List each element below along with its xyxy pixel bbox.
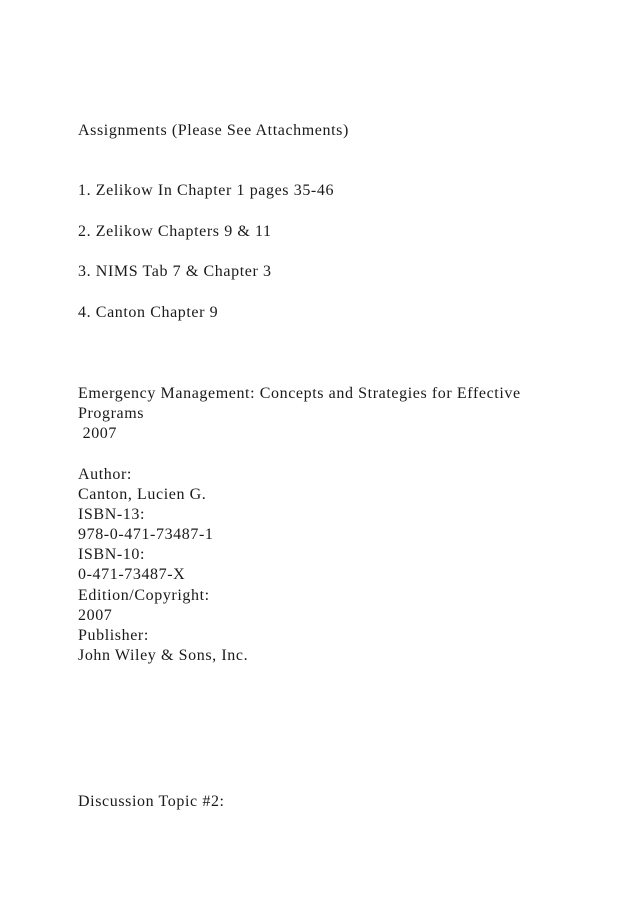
publisher-label: Publisher: [78, 627, 149, 644]
book-year: 2007 [78, 425, 117, 442]
discussion-heading: Discussion Topic #2: [78, 793, 225, 810]
isbn10-label: ISBN-10: [78, 546, 146, 563]
assignment-item: 3. NIMS Tab 7 & Chapter 3 [78, 263, 272, 280]
publisher-value: John Wiley & Sons, Inc. [78, 647, 249, 664]
isbn13-label: ISBN-13: [78, 506, 146, 523]
author-value: Canton, Lucien G. [78, 486, 207, 503]
book-title-line2: Programs [78, 405, 145, 422]
edition-value: 2007 [78, 607, 113, 624]
book-title-line1: Emergency Management: Concepts and Strategies for Effective [78, 385, 521, 402]
isbn10-value: 0-471-73487-X [78, 566, 186, 583]
author-label: Author: [78, 466, 132, 483]
assignment-item: 2. Zelikow Chapters 9 & 11 [78, 223, 272, 240]
assignment-item: 1. Zelikow In Chapter 1 pages 35-46 [78, 182, 335, 199]
isbn13-value: 978-0-471-73487-1 [78, 526, 214, 543]
assignment-item: 4. Canton Chapter 9 [78, 304, 219, 321]
edition-label: Edition/Copyright: [78, 587, 210, 604]
assignments-heading: Assignments (Please See Attachments) [78, 122, 349, 139]
